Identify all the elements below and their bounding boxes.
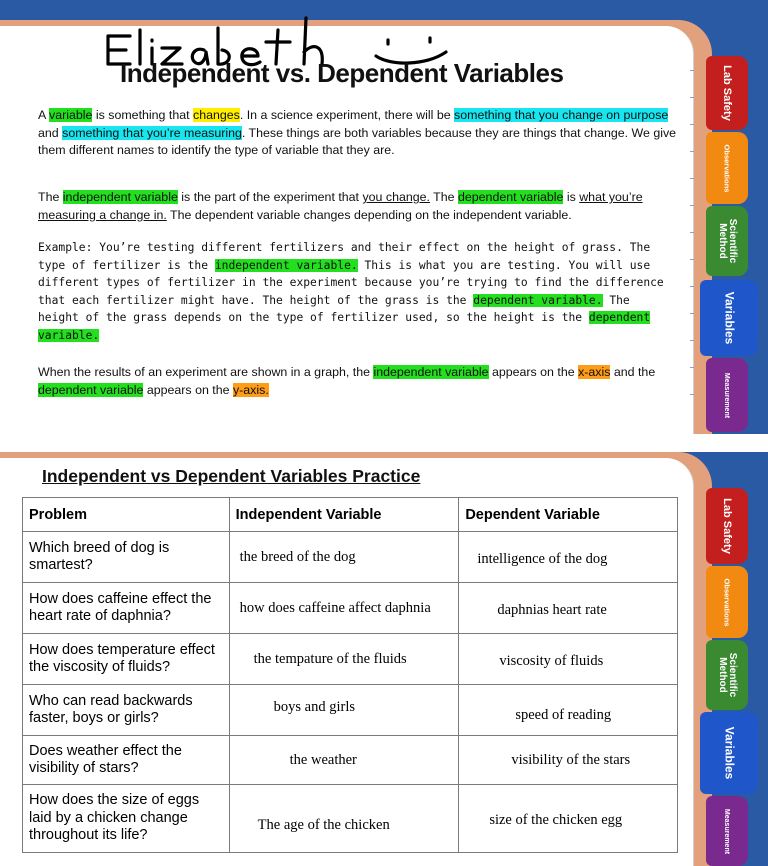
highlight: changes	[193, 108, 240, 122]
highlight: independent variable	[62, 190, 178, 204]
column-header-dependent: Dependent Variable	[459, 498, 678, 532]
independent-dependent-paragraph: The independent variable is the part of the experiment that you change. The dependent variable is what you’re measuring a change in. The dependent variable changes depending on the independent variable.	[38, 190, 643, 222]
table-row	[23, 634, 678, 685]
variable-definition-paragraph: A variable is something that changes. In a science experiment, there will be something that you change on purpose and something that you’re measuring. These things are both variables because they are things that change. We give them different names to identify the type of variable that they are.	[38, 108, 677, 157]
tab-variables[interactable]: Variables	[700, 280, 758, 356]
independent-answer-cell[interactable]: The age of the chicken	[229, 785, 459, 853]
page-divider	[0, 434, 768, 452]
highlight: something that you’re measuring	[62, 125, 242, 140]
table-row	[23, 685, 678, 736]
table-row	[23, 583, 678, 634]
problem-cell: Does weather effect the visibility of stars?	[23, 736, 230, 785]
highlight: independent variable	[373, 365, 489, 379]
tab-lab-safety[interactable]: Lab Safety	[706, 488, 748, 564]
dependent-answer-cell[interactable]: speed of reading	[459, 685, 678, 736]
table-row	[23, 785, 678, 853]
tab-variables[interactable]: Variables	[700, 712, 758, 794]
practice-table	[22, 497, 678, 853]
page-title: Independent vs. Dependent Variables	[120, 58, 564, 88]
dependent-answer-cell[interactable]: daphnias heart rate	[459, 583, 678, 634]
tab-scientific-method[interactable]: Scientific Method	[706, 206, 748, 276]
tab-scientific-method[interactable]: Scientific Method	[706, 640, 748, 710]
table-row	[23, 532, 678, 583]
tab-lab-safety[interactable]: Lab Safety	[706, 56, 748, 130]
problem-cell: Who can read backwards faster, boys or girls?	[23, 685, 230, 736]
example-paragraph: Example: You’re testing different fertilizers and their effect on the height of grass. The type of fertilizer is the independent variable. This is what you are testing. You will use different types of fertilizer in the experiment because you’re trying to find the difference that each fertilizer might have. The height of the grass is the dependent variable. The height of the grass depends on the type of fertilizer used, so the height is the dependent variable.	[38, 241, 664, 342]
highlight: dependent variable	[38, 382, 144, 397]
column-header-problem: Problem	[23, 498, 230, 532]
problem-cell: How does the size of eggs laid by a chicken change throughout its life?	[23, 785, 230, 853]
independent-answer-cell[interactable]: how does caffeine affect daphnia	[229, 583, 459, 634]
highlight: x-axis	[578, 365, 611, 379]
highlight: something that you change on purpose	[454, 108, 669, 122]
highlight: dependent variable.	[473, 293, 603, 307]
margin-tick-marks	[690, 70, 694, 430]
problem-cell: Which breed of dog is smartest?	[23, 532, 230, 583]
dependent-answer-cell[interactable]: size of the chicken egg	[459, 785, 678, 853]
highlight: dependent variable	[457, 190, 564, 204]
tab-observations[interactable]: Observations	[706, 132, 748, 204]
table-header-row	[23, 498, 678, 532]
tab-observations[interactable]: Observations	[706, 566, 748, 638]
independent-answer-cell[interactable]: the weather	[229, 736, 459, 785]
problem-cell: How does caffeine effect the heart rate of daphnia?	[23, 583, 230, 634]
table-row	[23, 736, 678, 785]
practice-title: Independent vs Dependent Variables Practice	[42, 466, 421, 486]
highlight: dependent variable.	[38, 311, 651, 342]
graph-axes-paragraph: When the results of an experiment are shown in a graph, the independent variable appears on the x-axis and the dependent variable appears on the y-axis.	[38, 365, 656, 397]
tab-measurement[interactable]: Measurement	[706, 358, 748, 432]
dependent-answer-cell[interactable]: intelligence of the dog	[459, 532, 678, 583]
independent-answer-cell[interactable]: the breed of the dog	[229, 532, 459, 583]
dependent-answer-cell[interactable]: visibility of the stars	[459, 736, 678, 785]
independent-answer-cell[interactable]: the tempature of the fluids	[229, 634, 459, 685]
problem-cell: How does temperature effect the viscosity of fluids?	[23, 634, 230, 685]
dependent-answer-cell[interactable]: viscosity of fluids	[459, 634, 678, 685]
highlight: y-axis.	[232, 382, 269, 397]
independent-answer-cell[interactable]: boys and girls	[229, 685, 459, 736]
highlight: variable	[49, 108, 93, 122]
tab-measurement[interactable]: Measurement	[706, 796, 748, 866]
highlight: independent variable.	[214, 258, 358, 272]
column-header-independent: Independent Variable	[229, 498, 459, 532]
